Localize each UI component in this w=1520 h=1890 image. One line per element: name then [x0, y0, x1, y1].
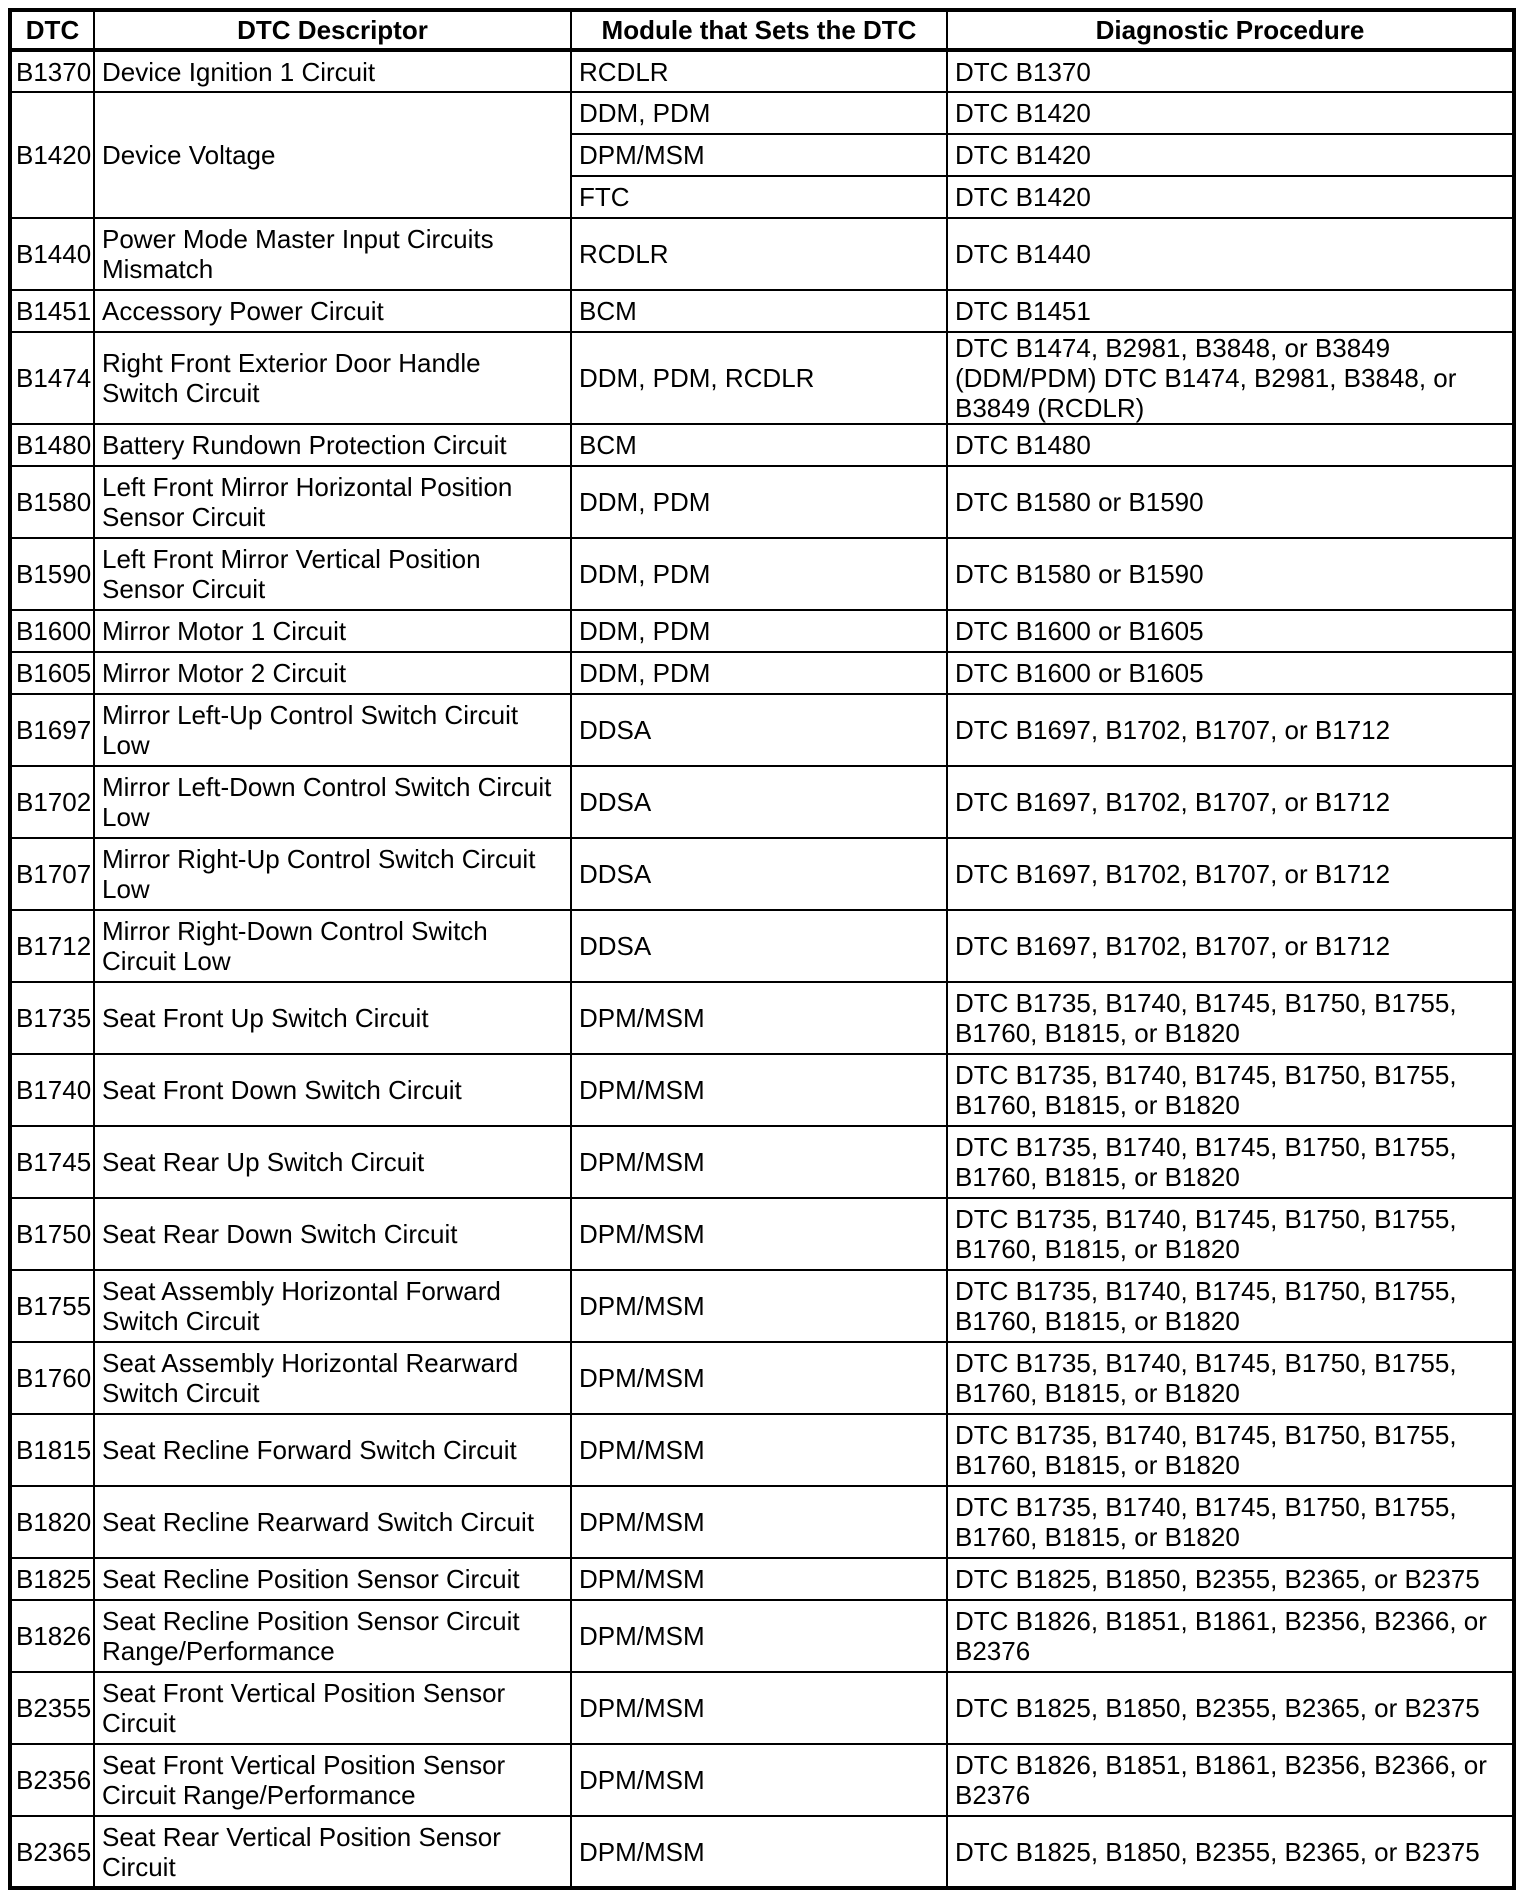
procedure-cell: DTC B1697, B1702, B1707, or B1712 [947, 838, 1514, 910]
dtc-code-cell: B1420 [10, 92, 94, 218]
table-row [10, 766, 1514, 838]
module-cell: DPM/MSM [571, 1198, 947, 1270]
procedure-cell: DTC B1480 [947, 424, 1514, 466]
procedure-cell: DTC B1697, B1702, B1707, or B1712 [947, 694, 1514, 766]
procedure-cell: DTC B1697, B1702, B1707, or B1712 [947, 766, 1514, 838]
dtc-descriptor-cell: Right Front Exterior Door Handle Switch Circuit [94, 332, 571, 424]
table-row [10, 332, 1514, 424]
dtc-code-cell: B1755 [10, 1270, 94, 1342]
module-cell: DDM, PDM [571, 538, 947, 610]
table-row [10, 982, 1514, 1054]
table-row [10, 1744, 1514, 1816]
dtc-code-cell: B1600 [10, 610, 94, 652]
dtc-code-cell: B1707 [10, 838, 94, 910]
header-procedure: Diagnostic Procedure [947, 10, 1514, 50]
procedure-cell: DTC B1735, B1740, B1745, B1750, B1755, B1760, B1815, or B1820 [947, 982, 1514, 1054]
procedure-cell: DTC B1420 [947, 176, 1514, 218]
table-row [10, 1126, 1514, 1198]
dtc-code-cell: B1745 [10, 1126, 94, 1198]
table-row [10, 1054, 1514, 1126]
dtc-descriptor-cell: Seat Rear Vertical Position Sensor Circuit [94, 1816, 571, 1888]
table-row [10, 50, 1514, 92]
table-row [10, 424, 1514, 466]
procedure-cell: DTC B1420 [947, 134, 1514, 176]
dtc-code-cell: B1760 [10, 1342, 94, 1414]
dtc-descriptor-cell: Seat Front Vertical Position Sensor Circuit [94, 1672, 571, 1744]
module-cell: DDSA [571, 910, 947, 982]
dtc-descriptor-cell: Device Voltage [94, 92, 571, 218]
procedure-cell: DTC B1735, B1740, B1745, B1750, B1755, B1760, B1815, or B1820 [947, 1486, 1514, 1558]
dtc-code-cell: B1580 [10, 466, 94, 538]
table-row [10, 1198, 1514, 1270]
dtc-descriptor-cell: Mirror Left-Down Control Switch Circuit Low [94, 766, 571, 838]
procedure-cell: DTC B1697, B1702, B1707, or B1712 [947, 910, 1514, 982]
dtc-descriptor-cell: Seat Rear Up Switch Circuit [94, 1126, 571, 1198]
procedure-cell: DTC B1451 [947, 290, 1514, 332]
dtc-code-cell: B1820 [10, 1486, 94, 1558]
dtc-code-cell: B1750 [10, 1198, 94, 1270]
module-cell: DDM, PDM, RCDLR [571, 332, 947, 424]
module-cell: DDSA [571, 694, 947, 766]
dtc-descriptor-cell: Seat Assembly Horizontal Forward Switch Circuit [94, 1270, 571, 1342]
dtc-descriptor-cell: Accessory Power Circuit [94, 290, 571, 332]
dtc-descriptor-cell: Seat Front Down Switch Circuit [94, 1054, 571, 1126]
table-row [10, 1672, 1514, 1744]
dtc-code-cell: B1451 [10, 290, 94, 332]
module-cell: DPM/MSM [571, 982, 947, 1054]
dtc-code-cell: B2356 [10, 1744, 94, 1816]
table-row [10, 1816, 1514, 1888]
dtc-code-cell: B1590 [10, 538, 94, 610]
dtc-descriptor-cell: Mirror Right-Down Control Switch Circuit Low [94, 910, 571, 982]
table-row [10, 694, 1514, 766]
table-row [10, 538, 1514, 610]
module-cell: RCDLR [571, 218, 947, 290]
table-row [10, 1558, 1514, 1600]
table-header-row [10, 10, 1514, 50]
procedure-cell: DTC B1735, B1740, B1745, B1750, B1755, B1760, B1815, or B1820 [947, 1270, 1514, 1342]
module-cell: DPM/MSM [571, 1486, 947, 1558]
table-row [10, 466, 1514, 538]
dtc-descriptor-cell: Power Mode Master Input Circuits Mismatch [94, 218, 571, 290]
dtc-descriptor-cell: Mirror Right-Up Control Switch Circuit Low [94, 838, 571, 910]
procedure-cell: DTC B1580 or B1590 [947, 466, 1514, 538]
dtc-descriptor-cell: Left Front Mirror Vertical Position Sensor Circuit [94, 538, 571, 610]
module-cell: DPM/MSM [571, 134, 947, 176]
module-cell: BCM [571, 290, 947, 332]
module-cell: DPM/MSM [571, 1126, 947, 1198]
table-row [10, 218, 1514, 290]
module-cell: DPM/MSM [571, 1054, 947, 1126]
procedure-cell: DTC B1735, B1740, B1745, B1750, B1755, B1760, B1815, or B1820 [947, 1198, 1514, 1270]
table-row [10, 910, 1514, 982]
module-cell: DPM/MSM [571, 1342, 947, 1414]
dtc-code-cell: B1815 [10, 1414, 94, 1486]
table-row [10, 610, 1514, 652]
dtc-descriptor-cell: Seat Front Vertical Position Sensor Circuit Range/Performance [94, 1744, 571, 1816]
dtc-code-cell: B1480 [10, 424, 94, 466]
procedure-cell: DTC B1440 [947, 218, 1514, 290]
module-cell: RCDLR [571, 50, 947, 92]
dtc-descriptor-cell: Mirror Motor 1 Circuit [94, 610, 571, 652]
table-row [10, 1600, 1514, 1672]
dtc-descriptor-cell: Device Ignition 1 Circuit [94, 50, 571, 92]
module-cell: DPM/MSM [571, 1744, 947, 1816]
dtc-code-cell: B1605 [10, 652, 94, 694]
dtc-code-cell: B1740 [10, 1054, 94, 1126]
module-cell: DDM, PDM [571, 652, 947, 694]
table-row [10, 92, 1514, 134]
module-cell: FTC [571, 176, 947, 218]
table-row [10, 1414, 1514, 1486]
dtc-code-cell: B1712 [10, 910, 94, 982]
procedure-cell: DTC B1735, B1740, B1745, B1750, B1755, B1760, B1815, or B1820 [947, 1126, 1514, 1198]
table-row [10, 1270, 1514, 1342]
procedure-cell: DTC B1735, B1740, B1745, B1750, B1755, B1760, B1815, or B1820 [947, 1054, 1514, 1126]
dtc-descriptor-cell: Seat Recline Position Sensor Circuit [94, 1558, 571, 1600]
procedure-cell: DTC B1474, B2981, B3848, or B3849 (DDM/PDM) DTC B1474, B2981, B3848, or B3849 (RCDLR) [947, 332, 1514, 424]
dtc-code-cell: B1370 [10, 50, 94, 92]
module-cell: DPM/MSM [571, 1558, 947, 1600]
dtc-code-cell: B1474 [10, 332, 94, 424]
procedure-cell: DTC B1580 or B1590 [947, 538, 1514, 610]
dtc-descriptor-cell: Mirror Motor 2 Circuit [94, 652, 571, 694]
module-cell: DPM/MSM [571, 1816, 947, 1888]
dtc-descriptor-cell: Mirror Left-Up Control Switch Circuit Low [94, 694, 571, 766]
module-cell: DDM, PDM [571, 610, 947, 652]
module-cell: DPM/MSM [571, 1672, 947, 1744]
module-cell: DDSA [571, 838, 947, 910]
dtc-table [8, 8, 1516, 1890]
dtc-code-cell: B1697 [10, 694, 94, 766]
module-cell: DPM/MSM [571, 1414, 947, 1486]
dtc-code-cell: B1702 [10, 766, 94, 838]
table-row [10, 838, 1514, 910]
dtc-descriptor-cell: Seat Front Up Switch Circuit [94, 982, 571, 1054]
procedure-cell: DTC B1370 [947, 50, 1514, 92]
procedure-cell: DTC B1735, B1740, B1745, B1750, B1755, B1760, B1815, or B1820 [947, 1414, 1514, 1486]
module-cell: DPM/MSM [571, 1270, 947, 1342]
dtc-code-cell: B2355 [10, 1672, 94, 1744]
procedure-cell: DTC B1420 [947, 92, 1514, 134]
dtc-descriptor-cell: Seat Rear Down Switch Circuit [94, 1198, 571, 1270]
dtc-code-cell: B2365 [10, 1816, 94, 1888]
dtc-code-cell: B1735 [10, 982, 94, 1054]
table-row [10, 652, 1514, 694]
procedure-cell: DTC B1826, B1851, B1861, B2356, B2366, or B2376 [947, 1744, 1514, 1816]
procedure-cell: DTC B1600 or B1605 [947, 652, 1514, 694]
dtc-code-cell: B1826 [10, 1600, 94, 1672]
dtc-descriptor-cell: Seat Recline Forward Switch Circuit [94, 1414, 571, 1486]
procedure-cell: DTC B1825, B1850, B2355, B2365, or B2375 [947, 1816, 1514, 1888]
dtc-descriptor-cell: Seat Recline Rearward Switch Circuit [94, 1486, 571, 1558]
module-cell: DDM, PDM [571, 466, 947, 538]
dtc-descriptor-cell: Left Front Mirror Horizontal Position Sensor Circuit [94, 466, 571, 538]
header-module: Module that Sets the DTC [571, 10, 947, 50]
procedure-cell: DTC B1735, B1740, B1745, B1750, B1755, B1760, B1815, or B1820 [947, 1342, 1514, 1414]
module-cell: BCM [571, 424, 947, 466]
header-descriptor: DTC Descriptor [94, 10, 571, 50]
header-dtc: DTC [10, 10, 94, 50]
dtc-code-cell: B1440 [10, 218, 94, 290]
table-row [10, 1342, 1514, 1414]
module-cell: DDSA [571, 766, 947, 838]
dtc-descriptor-cell: Battery Rundown Protection Circuit [94, 424, 571, 466]
procedure-cell: DTC B1825, B1850, B2355, B2365, or B2375 [947, 1558, 1514, 1600]
table-row [10, 290, 1514, 332]
procedure-cell: DTC B1600 or B1605 [947, 610, 1514, 652]
dtc-descriptor-cell: Seat Recline Position Sensor Circuit Range/Performance [94, 1600, 571, 1672]
module-cell: DPM/MSM [571, 1600, 947, 1672]
dtc-descriptor-cell: Seat Assembly Horizontal Rearward Switch Circuit [94, 1342, 571, 1414]
procedure-cell: DTC B1826, B1851, B1861, B2356, B2366, or B2376 [947, 1600, 1514, 1672]
module-cell: DDM, PDM [571, 92, 947, 134]
procedure-cell: DTC B1825, B1850, B2355, B2365, or B2375 [947, 1672, 1514, 1744]
table-row [10, 1486, 1514, 1558]
dtc-code-cell: B1825 [10, 1558, 94, 1600]
table-body [10, 50, 1514, 1888]
